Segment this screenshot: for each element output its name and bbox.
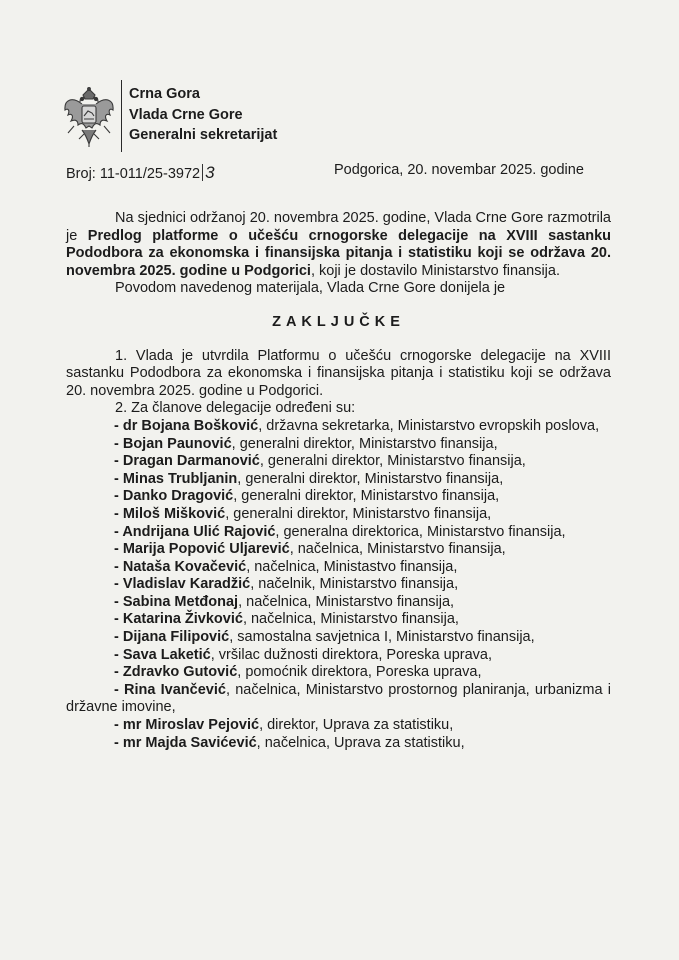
reference-number (66, 164, 215, 182)
member-name: - Danko Dragović (114, 488, 234, 505)
delegation-member (66, 682, 611, 717)
member-role: , generalni direktor, Ministarstvo finansija, (259, 453, 526, 470)
member-name: - dr Bojana Bošković (114, 417, 259, 434)
member-role: , načelnik, Ministarstvo finansija, (250, 576, 459, 593)
delegation-member-list (66, 418, 611, 752)
delegation-member (66, 629, 611, 647)
member-role: , generalni direktor, Ministarstvo finansija, (237, 470, 504, 487)
member-name: - Vladislav Karadžić (114, 576, 251, 593)
header-country: Crna Gora (129, 86, 200, 102)
delegation-member (66, 611, 611, 629)
delegation-member (66, 647, 611, 665)
delegation-member (66, 559, 611, 577)
member-role: , generalni direktor, Ministarstvo finansija, (225, 505, 492, 522)
header-office: Generalni sekretarijat (129, 127, 278, 143)
letterhead (129, 84, 277, 146)
member-name: - Sava Laketić (114, 646, 211, 663)
member-name: - mr Majda Savićević (114, 734, 257, 751)
intro-bold-title: Predlog platforme o učešću crnogorske delegacije na XVIII sastanku Pododbora za ekonomska i finansijska pitanja i statistiku koji se održava 20. novembra 2025. godine u Podgorici (66, 227, 611, 279)
member-role: , načelnica, Ministarstvo finansija, (242, 611, 459, 628)
member-name: - mr Miroslav Pejović (114, 717, 260, 734)
delegation-member (66, 717, 611, 735)
member-role: , samostalna savjetnica I, Ministarstvo finansija, (229, 629, 535, 646)
delegation-member (66, 436, 611, 454)
member-name: - Miloš Mišković (114, 505, 226, 522)
member-name: - Dijana Filipović (114, 629, 230, 646)
intro-paragraph (66, 210, 611, 280)
member-role: , generalni direktor, Ministarstvo finansija, (231, 435, 498, 452)
member-role: , načelnica, Ministastvo finansija, (246, 558, 458, 575)
member-role: , načelnica, Ministarstvo prostornog planiranja, urbanizma i državne imovine, (66, 681, 612, 716)
member-role: , direktor, Uprava za statistiku, (259, 717, 454, 734)
intro-text-end: , koji je dostavilo Ministarstvo finansija. (310, 262, 560, 279)
delegation-member (66, 594, 611, 612)
member-name: - Bojan Paunović (114, 435, 232, 452)
reference-label: Broj: 11-011/25-3972 (66, 166, 201, 182)
document-body (66, 210, 611, 752)
delegation-member (66, 418, 611, 436)
delegation-member (66, 735, 611, 753)
member-name: - Sabina Metđonaj (114, 593, 239, 610)
member-name: - Rina Ivančević (114, 681, 226, 698)
delegation-member (66, 524, 611, 542)
member-role: , načelnica, Ministarstvo finansija, (289, 541, 506, 558)
member-role: , pomoćnik direktora, Poreska uprava, (237, 664, 482, 681)
header-government: Vlada Crne Gore (129, 106, 243, 123)
delegation-member (66, 541, 611, 559)
member-name: - Dragan Darmanović (114, 453, 260, 470)
conclusions-heading: ZAKLJUČKE (272, 313, 405, 330)
member-name: - Marija Popović Uljarević (114, 541, 290, 558)
delegation-member (66, 453, 611, 471)
delegation-member (66, 488, 611, 506)
delegation-member (66, 576, 611, 594)
member-name: - Nataša Kovačević (114, 558, 247, 575)
member-role: , vršilac dužnosti direktora, Poreska uprava, (210, 646, 492, 663)
montenegro-coat-of-arms-icon (62, 86, 116, 148)
member-name: - Zdravko Gutović (114, 664, 238, 681)
member-role: , načelnica, Uprava za statistiku, (256, 734, 465, 751)
delegation-member (66, 664, 611, 682)
delegation-member (66, 506, 611, 524)
member-name: - Katarina Živković (114, 611, 243, 628)
delegation-member (66, 471, 611, 489)
member-role: , načelnica, Ministarstvo finansija, (238, 593, 455, 610)
intro-text: Na sjednici održanoj 20. novembra 2025. godine, Vlada Crne Gore razmotrila je (66, 210, 611, 244)
member-role: , generalna direktorica, Ministarstvo finansija, (275, 523, 566, 540)
member-role: , državna sekretarka, Ministarstvo evropskih poslova, (258, 417, 600, 434)
member-role: , generalni direktor, Ministarstvo finansija, (233, 488, 500, 505)
conclusion-1: 1. Vlada je utvrdila Platformu o učešću crnogorske delegacije na XVIII sastanku Pododbora za ekonomska i finansijska pitanja i statistiku koji se održava 20. novembra 2025. godine u Podgorici. (66, 347, 611, 399)
lead-in: Povodom navedenog materijala, Vlada Crne Gore donijela je (115, 280, 506, 297)
header-divider (121, 80, 122, 152)
member-name: - Andrijana Ulić Rajović (114, 523, 276, 540)
conclusion-2-intro: 2. Za članove delegacije određeni su: (115, 400, 356, 417)
handwritten-annotation: 3 (202, 164, 214, 181)
member-name: - Minas Trubljanin (114, 470, 238, 487)
date-line: Podgorica, 20. novembar 2025. godine (334, 162, 584, 178)
